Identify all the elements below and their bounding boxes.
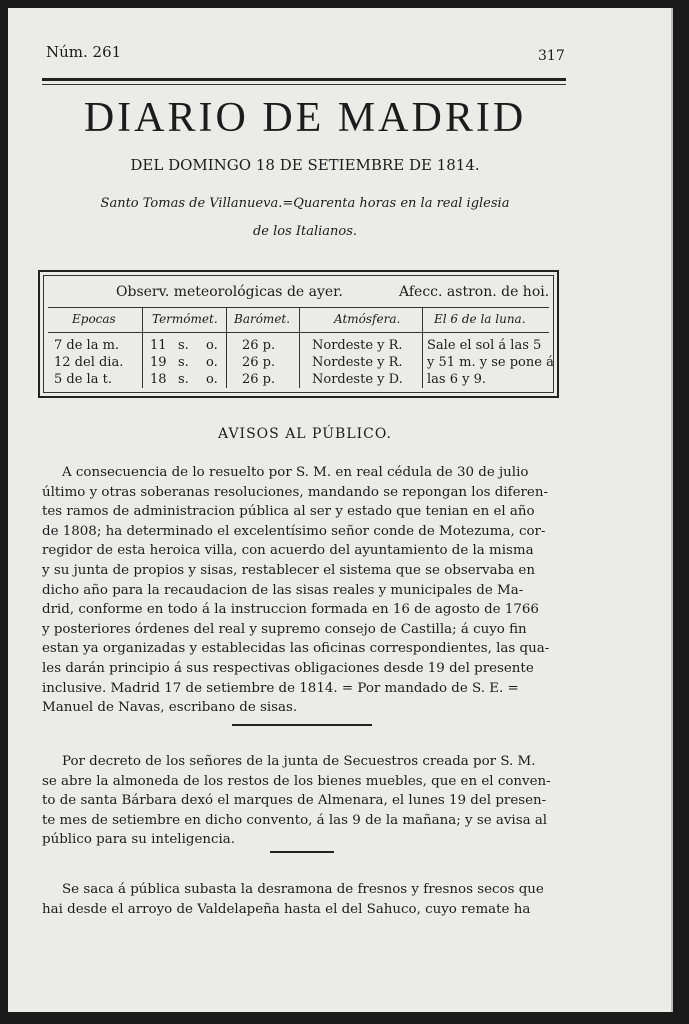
col-header-barometro: Barómet.: [234, 312, 291, 326]
text-line: y su junta de propios y sisas, restablecer el sistema que se observaba en: [42, 562, 535, 578]
text-line: drid, conforme en todo á la instruccion formada en 16 de agosto de 1766: [42, 602, 539, 618]
text-line: inclusive. Madrid 17 de setiembre de 1814. = Por mandado de S. E. =: [42, 680, 519, 696]
masthead-title: DIARIO DE MADRID: [83, 95, 527, 141]
text-line: to de santa Bárbara dexó el marques de Almenara, el lunes 19 del presen-: [42, 793, 547, 809]
weather-table: [38, 270, 559, 398]
row-termometro: 11: [150, 338, 167, 353]
weather-table-inner-border: [43, 275, 554, 393]
row-atmosfera: Nordeste y D.: [312, 372, 403, 387]
text-line: Se saca á pública subasta la desramona de fresnos y fresnos secos que: [62, 882, 544, 897]
row-atmosfera: Nordeste y R.: [312, 355, 403, 370]
col-header-epocas: Epocas: [72, 312, 116, 326]
text-line: último y otras soberanas resoluciones, mandando se repongan los diferen-: [42, 484, 548, 500]
text-line: estan ya organizadas y establecidas las oficinas correspondientes, las qua-: [42, 641, 550, 657]
row-o: o.: [206, 372, 218, 387]
row-o: o.: [206, 338, 218, 353]
row-s: s.: [178, 355, 189, 370]
saint-line-2: de los Italianos.: [252, 224, 358, 239]
row-epoca: 5 de la t.: [54, 372, 112, 387]
issue-number: Núm. 261: [46, 43, 122, 61]
text-line: tes ramos de administracion pública al ser y estado que tenian en el año: [42, 504, 535, 520]
saint-line-1: Santo Tomas de Villanueva.=Quarenta horas en la real iglesia: [100, 196, 510, 211]
text-line: Manuel de Navas, escribano de sisas.: [42, 700, 298, 716]
row-luna: y 51 m. y se pone á: [427, 355, 554, 370]
text-line: te mes de setiembre en dicho convento, á las 9 de la mañana; y se avisa al: [42, 812, 548, 828]
text-line: les darán principio á sus respectivas obligaciones desde 19 del presente: [42, 660, 534, 676]
text-line: dicho año para la recaudacion de las sisas reales y municipales de Ma-: [42, 582, 524, 598]
row-termometro: 19: [150, 355, 167, 370]
text-line: hai desde el arroyo de Valdelapeña hasta el del Sahuco, cuyo remate ha: [42, 901, 531, 917]
text-line: se abre la almoneda de los restos de los bienes muebles, que en el conven-: [42, 773, 551, 789]
row-epoca: 7 de la m.: [54, 338, 120, 353]
notice-sisas: [42, 463, 566, 718]
row-s: s.: [178, 338, 189, 353]
row-epoca: 12 del dia.: [54, 355, 124, 370]
row-termometro: 18: [150, 372, 167, 387]
col-divider: [142, 308, 143, 388]
notice-almoneda: [42, 752, 566, 850]
col-divider: [422, 308, 423, 388]
weather-heading: Observ. meteorológicas de ayer.: [116, 284, 343, 300]
col-divider: [299, 308, 300, 388]
text-line: Por decreto de los señores de la junta de Secuestros creada por S. M.: [62, 754, 536, 769]
row-barometro: 26 p.: [242, 372, 276, 387]
section-separator: [232, 724, 372, 726]
row-luna: las 6 y 9.: [427, 372, 486, 387]
header-rule-thin: [42, 84, 566, 85]
text-line: A consecuencia de lo resuelto por S. M. en real cédula de 30 de julio: [62, 465, 529, 480]
text-line: regidor de esta heroica villa, con acuerdo del ayuntamiento de la misma: [42, 543, 534, 559]
notice-subasta: [42, 880, 566, 919]
row-barometro: 26 p.: [242, 355, 276, 370]
row-s: s.: [178, 372, 189, 387]
text-line: y posteriores órdenes del real y supremo consejo de Castilla; á cuyo fin: [42, 621, 527, 637]
row-o: o.: [206, 355, 218, 370]
section-title-avisos: AVISOS AL PÚBLICO.: [218, 426, 392, 442]
newspaper-page: [8, 8, 673, 1012]
section-separator: [270, 851, 334, 853]
row-barometro: 26 p.: [242, 338, 276, 353]
header-rule: [42, 78, 566, 81]
col-header-luna: El 6 de la luna.: [434, 312, 526, 326]
issue-date: DEL DOMINGO 18 DE SETIEMBRE DE 1814.: [130, 156, 480, 174]
row-luna: Sale el sol á las 5: [427, 338, 542, 353]
page-number: 317: [538, 48, 565, 64]
col-header-atmosfera: Atmósfera.: [334, 312, 401, 326]
col-divider: [226, 308, 227, 388]
text-line: de 1808; ha determinado el excelentísimo señor conde de Motezuma, cor-: [42, 523, 546, 539]
astro-heading: Afecc. astron. de hoi.: [399, 284, 550, 300]
col-header-termometro: Termómet.: [152, 312, 218, 326]
text-line: público para su inteligencia.: [42, 832, 236, 848]
row-atmosfera: Nordeste y R.: [312, 338, 403, 353]
